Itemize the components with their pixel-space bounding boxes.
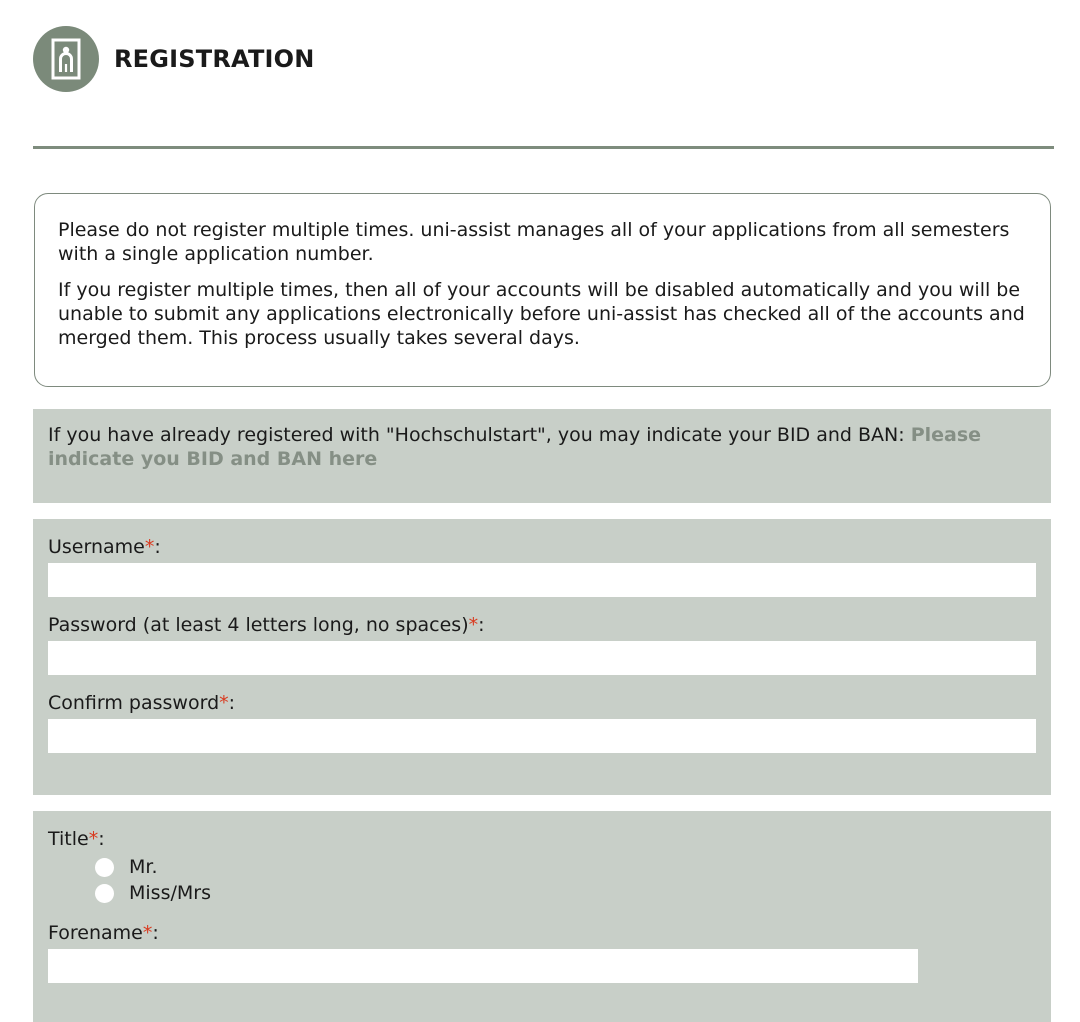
- password-label-text: Password (at least 4 letters long, no spaces): [48, 614, 469, 636]
- title-label-text: Title: [48, 828, 89, 850]
- password-field: [48, 613, 1036, 675]
- label-suffix: :: [152, 922, 159, 944]
- title-miss-mrs-radio[interactable]: [95, 884, 114, 903]
- required-marker: *: [219, 692, 229, 714]
- page-header: [33, 26, 315, 92]
- label-suffix: :: [478, 614, 485, 636]
- required-marker: *: [142, 922, 153, 944]
- confirm-password-label-text: Confirm password: [48, 692, 220, 714]
- title-option-mr[interactable]: [95, 854, 1036, 880]
- confirm-password-label: [48, 691, 1036, 715]
- username-label: [48, 535, 1036, 559]
- title-mr-label: Mr.: [129, 856, 158, 878]
- account-panel: [33, 519, 1051, 795]
- required-marker: *: [88, 828, 99, 850]
- forename-input[interactable]: [48, 949, 918, 983]
- title-field: [48, 827, 1036, 906]
- title-mr-radio[interactable]: [95, 858, 114, 877]
- bid-ban-panel: [33, 409, 1051, 503]
- confirm-password-field: [48, 691, 1036, 753]
- password-input[interactable]: [48, 641, 1036, 675]
- header-divider: [33, 146, 1054, 149]
- label-suffix: :: [228, 692, 236, 714]
- notice-paragraph-1: Please do not register multiple times. uni-assist manages all of your applications from all semesters with a single application number.: [58, 219, 1010, 265]
- username-input[interactable]: [48, 563, 1036, 597]
- confirm-password-input[interactable]: [48, 719, 1036, 753]
- bid-ban-link[interactable]: Please indicate you BID and BAN here: [48, 424, 982, 470]
- bid-ban-text: If you have already registered with "Hochschulstart", you may indicate your BID and BAN:: [48, 424, 911, 446]
- required-marker: *: [144, 536, 155, 558]
- required-marker: *: [468, 614, 479, 636]
- password-label: [48, 613, 1036, 637]
- personal-details-panel: [33, 811, 1051, 1022]
- label-suffix: :: [98, 828, 105, 850]
- forename-label-text: Forename: [48, 922, 143, 944]
- door-person-icon: [33, 26, 99, 92]
- title-miss-mrs-label: Miss/Mrs: [129, 882, 211, 904]
- multiple-registration-notice: [34, 193, 1051, 387]
- title-label: [48, 827, 1036, 851]
- forename-label: [48, 921, 1036, 945]
- label-suffix: :: [154, 536, 161, 558]
- page-title: REGISTRATION: [114, 45, 315, 73]
- username-field: [48, 535, 1036, 597]
- username-label-text: Username: [48, 536, 145, 558]
- title-option-miss-mrs[interactable]: [95, 880, 1036, 906]
- forename-field: [48, 921, 1036, 983]
- title-radio-group: [95, 854, 1036, 906]
- notice-paragraph-2: If you register multiple times, then all of your accounts will be disabled automatically and you will be unable to submit any applications electronically before uni-assist has checked all of the accounts and merged them. This process usually takes several days.: [58, 279, 1025, 349]
